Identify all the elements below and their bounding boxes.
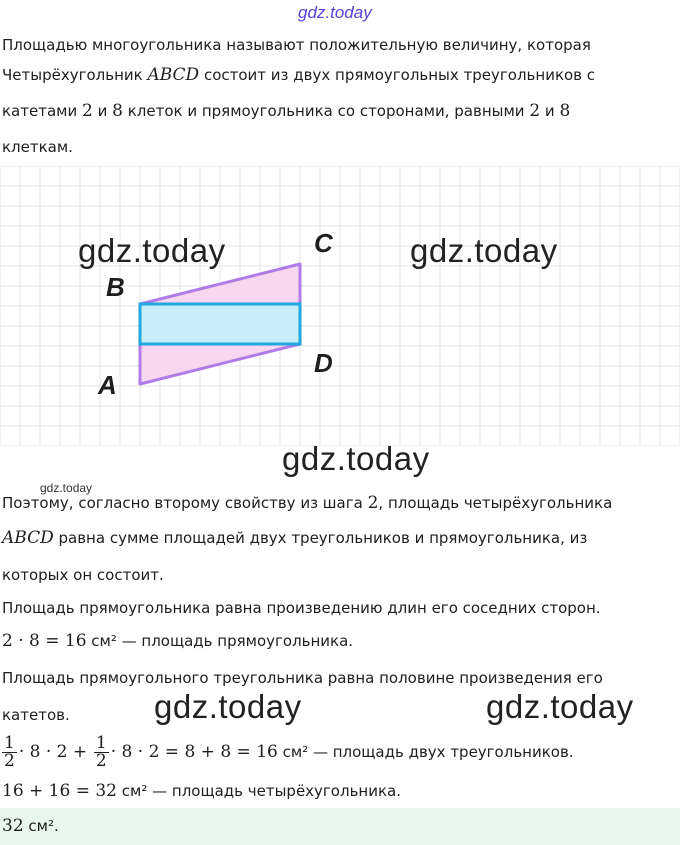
fraction-numerator: 1 [95,733,107,753]
math-number: 2 [367,493,379,513]
body-line-8 [0,728,574,776]
watermark: gdz.today [282,440,430,477]
body-text: см² — площадь прямоугольника. [86,632,354,650]
math-expression: 16 + 16 = 32 [2,781,117,801]
fraction [94,735,109,770]
intro-line-2 [2,64,595,86]
watermark: gdz.today [78,232,226,269]
intro-text: состоит из двух прямоугольных треугольников с [199,66,596,84]
watermark: gdz.today [154,688,302,725]
math-number: 8 [559,101,571,121]
vertex-label-c: C [314,228,333,258]
vertex-label-b: B [106,272,125,302]
intro-line-4: клеткам. [2,138,73,156]
answer-line [2,815,59,837]
math-expression: · 8 · 2 + [18,742,88,762]
body-text: см² — площадь четырёхугольника. [117,782,401,800]
math-expression: · 8 · 2 = 8 + 8 = 16 [110,742,278,762]
body-line-3: которых он состоит. [2,566,164,584]
intro-line-3 [2,100,570,122]
intro-text: и [540,102,560,120]
math-abcd: ABCD [147,65,200,85]
watermark-small: gdz.today [40,481,93,495]
body-line-5 [2,630,353,652]
math-number: 8 [112,101,123,121]
math-expression: 2 · 8 = 16 [2,631,87,651]
body-line-7: катетов. [2,706,70,724]
watermark: gdz.today [410,232,558,269]
body-text: см² — площадь двух треугольников. [277,743,574,761]
body-line-2 [2,527,587,549]
fraction-numerator: 1 [4,733,15,753]
body-text: Поэтому, согласно второму свойству из шага [2,494,368,512]
answer-text: см². [23,817,59,835]
vertex-label-a: A [98,370,117,400]
answer-panel [0,808,680,845]
math-answer: 32 [2,816,24,836]
intro-text: клеток и прямоугольника со сторонами, равными [122,102,530,120]
body-line-9 [2,780,401,802]
fraction-denominator: 2 [4,751,15,771]
rectangle [140,304,300,344]
fraction-denominator: 2 [95,751,107,771]
intro-text: Четырёхугольник [2,66,148,84]
body-line-1 [2,492,612,514]
vertex-label-d: D [314,348,333,378]
math-number: 2 [529,101,541,121]
fraction [2,735,17,770]
watermark-top: gdz.today [298,3,372,22]
body-line-6: Площадь прямоугольного треугольника равна половине произведения его [2,669,603,687]
intro-text: катетами [2,102,82,120]
intro-line-1: Площадью многоугольника называют положительную величину, которая [2,36,591,54]
body-line-4: Площадь прямоугольника равна произведению длин его соседних сторон. [2,599,601,617]
math-number: 2 [81,101,93,121]
body-text: , площадь четырёхугольника [378,494,613,512]
geometry-figure [0,166,680,446]
watermark: gdz.today [486,688,634,725]
body-text: равна сумме площадей двух треугольников и прямоугольника, из [53,529,588,547]
intro-text: и [92,102,113,120]
math-abcd: ABCD [2,528,54,548]
grid-lines [0,166,680,446]
